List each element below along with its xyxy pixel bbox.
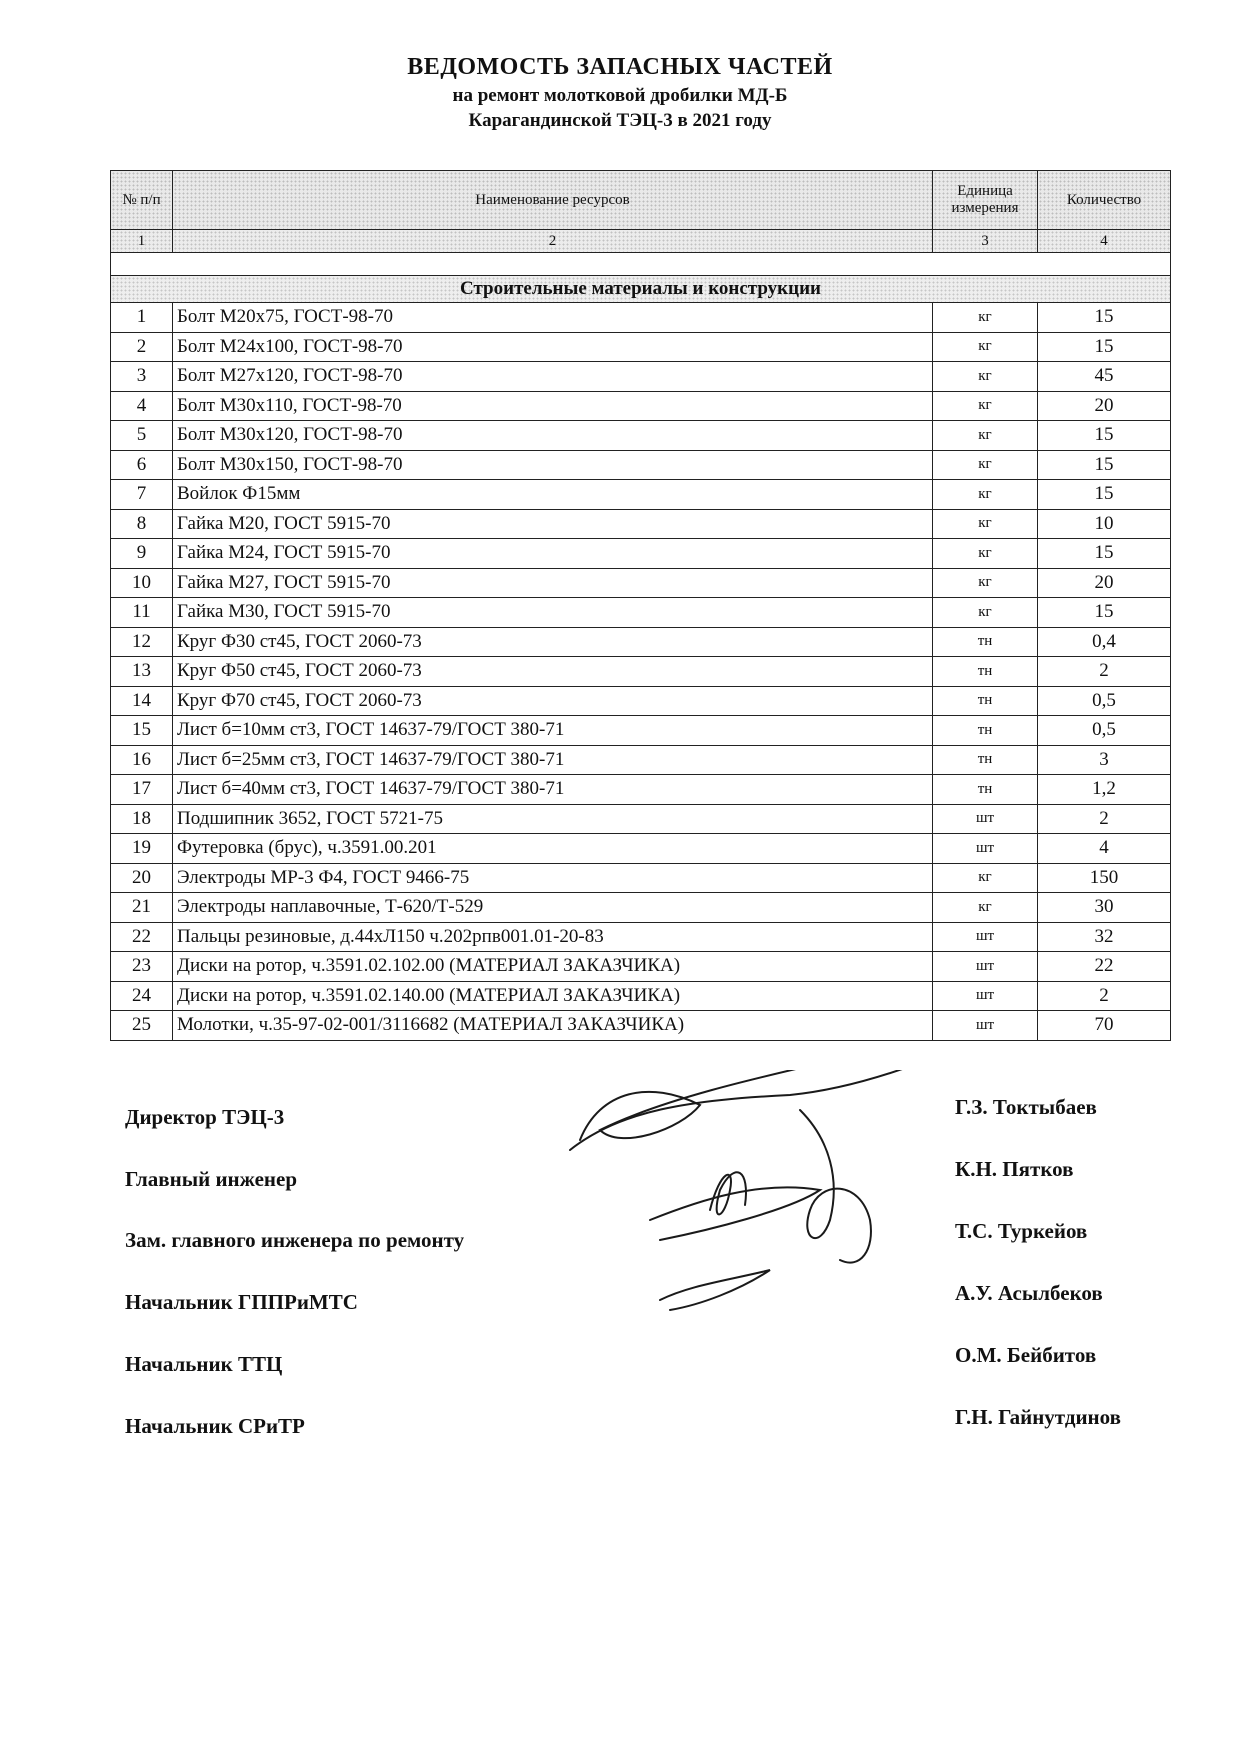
resource-name-cell: Диски на ротор, ч.3591.02.140.00 (МАТЕРИАЛ ЗАКАЗЧИКА) xyxy=(173,981,933,1011)
quantity-cell: 3 xyxy=(1038,745,1171,775)
row-number-cell: 4 xyxy=(111,391,173,421)
unit-cell: тн xyxy=(933,745,1038,775)
quantity-cell: 15 xyxy=(1038,421,1171,451)
row-number-cell: 16 xyxy=(111,745,173,775)
resource-name-cell: Гайка М30, ГОСТ 5915-70 xyxy=(173,598,933,628)
resource-name-cell: Диски на ротор, ч.3591.02.102.00 (МАТЕРИАЛ ЗАКАЗЧИКА) xyxy=(173,952,933,982)
row-number-cell: 25 xyxy=(111,1011,173,1041)
row-number-cell: 23 xyxy=(111,952,173,982)
quantity-cell: 45 xyxy=(1038,362,1171,392)
resource-name-cell: Лист б=25мм ст3, ГОСТ 14637-79/ГОСТ 380-71 xyxy=(173,745,933,775)
row-number-cell: 20 xyxy=(111,863,173,893)
quantity-cell: 22 xyxy=(1038,952,1171,982)
resource-name-cell: Гайка М27, ГОСТ 5915-70 xyxy=(173,568,933,598)
unit-cell: кг xyxy=(933,332,1038,362)
quantity-cell: 15 xyxy=(1038,450,1171,480)
unit-cell: кг xyxy=(933,893,1038,923)
quantity-cell: 20 xyxy=(1038,391,1171,421)
document-subtitle-plant-year: Карагандинской ТЭЦ-3 в 2021 году xyxy=(468,110,772,131)
quantity-cell: 0,5 xyxy=(1038,716,1171,746)
row-number-cell: 14 xyxy=(111,686,173,716)
unit-cell: тн xyxy=(933,775,1038,805)
unit-cell: кг xyxy=(933,303,1038,333)
quantity-cell: 150 xyxy=(1038,863,1171,893)
unit-cell: кг xyxy=(933,450,1038,480)
resource-name-cell: Гайка М20, ГОСТ 5915-70 xyxy=(173,509,933,539)
quantity-cell: 0,4 xyxy=(1038,627,1171,657)
quantity-cell: 20 xyxy=(1038,568,1171,598)
unit-cell: тн xyxy=(933,716,1038,746)
unit-cell: кг xyxy=(933,391,1038,421)
quantity-cell: 70 xyxy=(1038,1011,1171,1041)
column-header-quantity: Количество xyxy=(1038,171,1171,230)
resource-name-cell: Лист б=40мм ст3, ГОСТ 14637-79/ГОСТ 380-71 xyxy=(173,775,933,805)
column-number: 2 xyxy=(173,230,933,253)
row-number-cell: 24 xyxy=(111,981,173,1011)
signatory-title: Начальник ТТЦ xyxy=(125,1352,283,1376)
quantity-cell: 2 xyxy=(1038,657,1171,687)
quantity-cell: 0,5 xyxy=(1038,686,1171,716)
resource-name-cell: Круг Ф70 ст45, ГОСТ 2060-73 xyxy=(173,686,933,716)
row-number-cell: 7 xyxy=(111,480,173,510)
resource-name-cell: Молотки, ч.35-97-02-001/3116682 (МАТЕРИАЛ ЗАКАЗЧИКА) xyxy=(173,1011,933,1041)
column-header-number: № п/п xyxy=(111,171,173,230)
unit-cell: тн xyxy=(933,686,1038,716)
quantity-cell: 15 xyxy=(1038,303,1171,333)
row-number-cell: 6 xyxy=(111,450,173,480)
row-number-cell: 5 xyxy=(111,421,173,451)
row-number-cell: 18 xyxy=(111,804,173,834)
resource-name-cell: Электроды наплавочные, Т-620/Т-529 xyxy=(173,893,933,923)
column-number: 3 xyxy=(933,230,1038,253)
unit-cell: кг xyxy=(933,598,1038,628)
row-number-cell: 10 xyxy=(111,568,173,598)
quantity-cell: 2 xyxy=(1038,804,1171,834)
unit-cell: шт xyxy=(933,1011,1038,1041)
row-number-cell: 3 xyxy=(111,362,173,392)
unit-cell: кг xyxy=(933,539,1038,569)
row-number-cell: 17 xyxy=(111,775,173,805)
column-number: 1 xyxy=(111,230,173,253)
signatory-name: К.Н. Пятков xyxy=(955,1157,1074,1181)
quantity-cell: 2 xyxy=(1038,981,1171,1011)
unit-cell: шт xyxy=(933,981,1038,1011)
quantity-cell: 10 xyxy=(1038,509,1171,539)
unit-cell: шт xyxy=(933,834,1038,864)
signatory-title: Зам. главного инженера по ремонту xyxy=(125,1228,465,1252)
quantity-cell: 30 xyxy=(1038,893,1171,923)
signatory-title: Начальник СРиТР xyxy=(125,1414,305,1438)
row-number-cell: 21 xyxy=(111,893,173,923)
resource-name-cell: Болт М30х120, ГОСТ-98-70 xyxy=(173,421,933,451)
row-number-cell: 13 xyxy=(111,657,173,687)
signatory-title: Начальник ГППРиМТС xyxy=(125,1290,358,1314)
unit-cell: кг xyxy=(933,421,1038,451)
quantity-cell: 15 xyxy=(1038,539,1171,569)
signatory-name: Г.З. Токтыбаев xyxy=(955,1095,1097,1119)
unit-cell: шт xyxy=(933,804,1038,834)
row-number-cell: 1 xyxy=(111,303,173,333)
column-number: 4 xyxy=(1038,230,1171,253)
signatory-title: Директор ТЭЦ-3 xyxy=(125,1105,285,1129)
resource-name-cell: Болт М30х110, ГОСТ-98-70 xyxy=(173,391,933,421)
unit-cell: шт xyxy=(933,922,1038,952)
row-number-cell: 22 xyxy=(111,922,173,952)
signatory-name: А.У. Асылбеков xyxy=(955,1281,1103,1305)
unit-cell: кг xyxy=(933,509,1038,539)
resource-name-cell: Войлок Ф15мм xyxy=(173,480,933,510)
quantity-cell: 15 xyxy=(1038,332,1171,362)
resource-name-cell: Пальцы резиновые, д.44хЛ150 ч.202рпв001.01-20-83 xyxy=(173,922,933,952)
quantity-cell: 32 xyxy=(1038,922,1171,952)
quantity-cell: 15 xyxy=(1038,480,1171,510)
quantity-cell: 1,2 xyxy=(1038,775,1171,805)
unit-cell: шт xyxy=(933,952,1038,982)
resource-name-cell: Болт М20х75, ГОСТ-98-70 xyxy=(173,303,933,333)
signatory-name: Т.С. Туркейов xyxy=(955,1219,1088,1243)
section-title: Строительные материалы и конструкции xyxy=(111,276,1171,303)
resource-name-cell: Лист б=10мм ст3, ГОСТ 14637-79/ГОСТ 380-71 xyxy=(173,716,933,746)
row-number-cell: 19 xyxy=(111,834,173,864)
resource-name-cell: Гайка М24, ГОСТ 5915-70 xyxy=(173,539,933,569)
resource-name-cell: Круг Ф50 ст45, ГОСТ 2060-73 xyxy=(173,657,933,687)
signatory-name: Г.Н. Гайнутдинов xyxy=(955,1405,1121,1429)
column-header-unit: Единица измерения xyxy=(933,171,1038,230)
row-number-cell: 9 xyxy=(111,539,173,569)
unit-cell: кг xyxy=(933,362,1038,392)
quantity-cell: 4 xyxy=(1038,834,1171,864)
unit-cell: тн xyxy=(933,657,1038,687)
resource-name-cell: Болт М30х150, ГОСТ-98-70 xyxy=(173,450,933,480)
document-title: ВЕДОМОСТЬ ЗАПАСНЫХ ЧАСТЕЙ xyxy=(407,54,833,80)
row-number-cell: 8 xyxy=(111,509,173,539)
column-header-name: Наименование ресурсов xyxy=(173,171,933,230)
signatory-title: Главный инженер xyxy=(125,1167,298,1191)
resource-name-cell: Электроды МР-3 Ф4, ГОСТ 9466-75 xyxy=(173,863,933,893)
row-number-cell: 11 xyxy=(111,598,173,628)
resource-name-cell: Круг Ф30 ст45, ГОСТ 2060-73 xyxy=(173,627,933,657)
quantity-cell: 15 xyxy=(1038,598,1171,628)
unit-cell: кг xyxy=(933,480,1038,510)
signatory-name: О.М. Бейбитов xyxy=(955,1343,1097,1367)
resource-name-cell: Футеровка (брус), ч.3591.00.201 xyxy=(173,834,933,864)
resource-name-cell: Болт М27х120, ГОСТ-98-70 xyxy=(173,362,933,392)
unit-cell: кг xyxy=(933,568,1038,598)
row-number-cell: 12 xyxy=(111,627,173,657)
unit-cell: тн xyxy=(933,627,1038,657)
row-number-cell: 15 xyxy=(111,716,173,746)
resource-name-cell: Подшипник 3652, ГОСТ 5721-75 xyxy=(173,804,933,834)
unit-cell: кг xyxy=(933,863,1038,893)
row-number-cell: 2 xyxy=(111,332,173,362)
resource-name-cell: Болт М24х100, ГОСТ-98-70 xyxy=(173,332,933,362)
document-subtitle-equipment: на ремонт молотковой дробилки МД-Б xyxy=(452,85,788,106)
